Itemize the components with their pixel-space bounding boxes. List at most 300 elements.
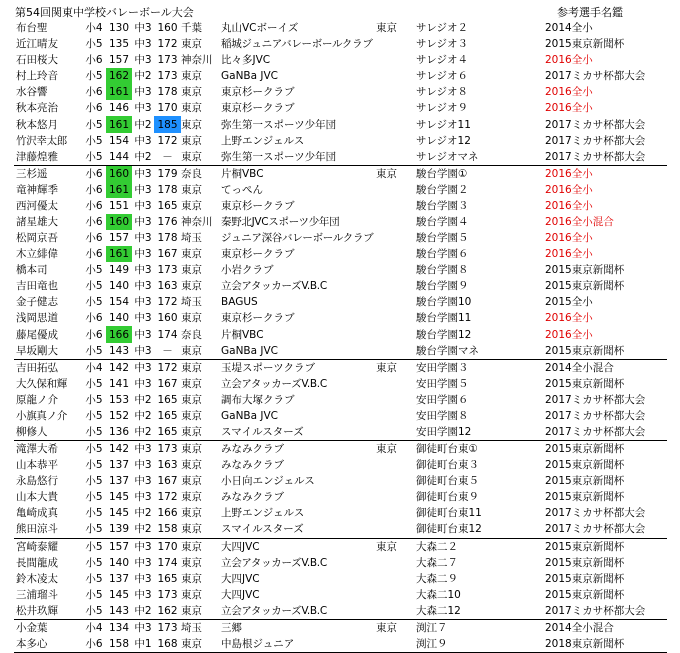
player-name: 藤尾優成 [16,328,58,341]
tournament-region [376,68,416,84]
table-row [14,246,667,262]
junior-high-grade: 中3 [134,572,152,585]
reference-tournament: 2016全小 [545,183,593,196]
junior-high-grade: 中3 [134,377,152,390]
height-junior-high: 160 [157,312,178,325]
junior-high-grade: 中3 [132,165,154,182]
tournament-region [376,52,416,68]
school-and-number: 御徒町台東11 [416,507,482,520]
junior-high-grade: 中3 [134,22,152,35]
table-row [14,441,667,458]
school-and-number: 大森二７ [416,556,458,569]
height-junior-high: 178 [157,183,178,196]
player-name: 諸星雄大 [16,215,58,228]
reference-tournament: 2015全小 [545,296,593,309]
tournament-region: 東京 [376,619,416,636]
school-and-number: 御徒町台東９ [416,491,479,504]
junior-high-grade: 中3 [134,344,152,357]
prefecture: 東京 [181,134,202,147]
tournament-region: 東京 [376,165,416,182]
elementary-grade: 小5 [85,604,103,617]
table-row [14,116,667,132]
table-row [14,278,667,294]
prefecture: 東京 [181,491,202,504]
player-name: 村上玲音 [16,70,58,83]
junior-high-grade: 中3 [134,232,152,245]
prefecture: 東京 [181,377,202,390]
elementary-grade: 小5 [85,393,103,406]
prefecture: 埼玉 [181,232,202,245]
junior-high-grade: 中3 [132,619,154,636]
height-junior-high: 165 [157,572,178,585]
junior-high-grade: 中3 [134,312,152,325]
player-name: 三杉遥 [14,165,82,182]
height-elementary: 161 [106,84,132,100]
prefecture: 東京 [181,572,202,585]
school-and-number: 駿台学園５ [416,232,469,245]
elementary-team: 東京杉ークラブ [221,102,295,115]
height-junior-high: 173 [154,619,181,636]
height-elementary: 141 [108,377,130,390]
school-and-number: サレジオ11 [416,118,471,131]
reference-tournament: 2014全小 [545,22,593,35]
elementary-grade: 小6 [85,86,103,99]
player-name: 永島悠行 [16,475,58,488]
table-row [14,20,667,36]
prefecture: 千葉 [181,22,202,35]
junior-high-grade: 中3 [134,328,152,341]
elementary-grade: 小5 [85,409,103,422]
tournament-region [376,343,416,360]
junior-high-grade: 中2 [134,604,152,617]
height-junior-high: 165 [157,199,178,212]
reference-tournament: 2015東京新聞杯 [545,441,667,458]
table-row [14,473,667,489]
height-junior-high: 170 [154,538,181,555]
height-junior-high: 165 [157,425,178,438]
player-name: 金子健志 [16,296,58,309]
elementary-grade: 小5 [85,556,103,569]
reference-tournament: 2017ミカサ杯都大会 [545,425,646,438]
elementary-team: みなみクラブ [221,491,284,504]
junior-high-grade: 中3 [134,199,152,212]
height-junior-high: 179 [154,165,181,182]
school-and-number: 御徒町台東① [416,441,545,458]
reference-tournament: 2016全小 [545,199,593,212]
player-name: 西河優太 [16,199,58,212]
prefecture: 東京 [181,538,221,555]
height-junior-high: － [162,150,173,163]
school-and-number: サレジオマネ [416,150,479,163]
school-and-number: 御徒町台東３ [416,459,479,472]
elementary-grade: 小5 [85,425,103,438]
reference-tournament: 2017ミカサ杯都大会 [545,523,646,536]
junior-high-grade: 中3 [134,491,152,504]
tournament-region: 東京 [376,359,416,376]
elementary-team: 片桐VBC [221,328,264,341]
elementary-team: GaNBa JVC [221,70,279,83]
prefecture: 神奈川 [181,215,213,228]
school-and-number: サレジオ３ [416,38,469,51]
elementary-grade: 小5 [85,507,103,520]
tournament-region [376,603,416,620]
elementary-grade: 小5 [85,491,103,504]
table-row [14,68,667,84]
player-name: 早坂剛大 [16,344,58,357]
player-name: 松井玖輝 [16,604,58,617]
height-elementary: 149 [108,264,130,277]
player-name: 山本恭平 [16,459,58,472]
height-junior-high: 162 [157,604,178,617]
height-elementary: 152 [108,409,130,422]
elementary-team: 東京杉ークラブ [221,248,295,261]
player-name: 石田桜大 [16,54,58,67]
school-and-number: 安田学園８ [416,409,469,422]
height-elementary: 166 [106,326,132,342]
elementary-grade: 小5 [85,150,103,163]
reference-header: 参考選手名鑑 [557,6,623,19]
table-row [14,230,667,246]
elementary-grade: 小6 [85,328,103,341]
prefecture: 東京 [181,409,202,422]
junior-high-grade: 中2 [134,118,152,131]
player-name: 秋本亮治 [16,102,58,115]
table-row [14,555,667,571]
player-name: 小金葉 [14,619,82,636]
reference-tournament: 2017ミカサ杯都大会 [545,134,646,147]
junior-high-grade: 中2 [134,507,152,520]
player-name: 三浦瑠斗 [16,588,58,601]
reference-tournament: 2015東京新聞杯 [545,38,625,51]
elementary-team: GaNBa JVC [221,409,279,422]
junior-high-grade: 中3 [134,280,152,293]
tournament-region: 東京 [376,441,416,458]
elementary-grade: 小5 [85,523,103,536]
junior-high-grade: 中3 [132,441,154,458]
prefecture: 東京 [181,38,202,51]
tournament-region [376,246,416,262]
player-name: 宮崎泰耀 [14,538,82,555]
height-junior-high: 173 [157,264,178,277]
height-elementary: 136 [108,425,130,438]
junior-high-grade: 中3 [134,86,152,99]
elementary-grade: 小5 [85,588,103,601]
junior-high-grade: 中3 [134,588,152,601]
elementary-grade: 小5 [85,475,103,488]
school-and-number: 駿台学園① [416,165,545,182]
player-name: 浅岡思道 [16,312,58,325]
height-elementary: 140 [108,556,130,569]
prefecture: 東京 [181,70,202,83]
school-and-number: 御徒町台東12 [416,523,482,536]
tournament-region [376,408,416,424]
height-elementary: 146 [108,102,130,115]
elementary-grade: 小4 [82,359,106,376]
height-junior-high: 172 [157,491,178,504]
school-and-number: 渕江７ [416,619,545,636]
junior-high-grade: 中2 [134,523,152,536]
height-junior-high: 166 [157,507,178,520]
prefecture: 神奈川 [181,54,213,67]
elementary-team: 立会アタッカーズV.B.C [221,280,327,293]
tournament-region [376,457,416,473]
table-row [14,359,667,376]
table-row [14,294,667,310]
elementary-team: 立会アタッカーズV.B.C [221,604,327,617]
height-junior-high: 158 [157,523,178,536]
tournament-region [376,182,416,198]
player-name: 木立緋偉 [16,248,58,261]
junior-high-grade: 中2 [134,150,152,163]
elementary-team: 中島根ジュニア [221,636,376,653]
player-table-body [14,20,667,653]
school-and-number: 安田学園３ [416,359,545,376]
height-elementary: 157 [108,54,130,67]
reference-tournament: 2014全小混合 [545,359,667,376]
school-and-number: 駿台学園10 [416,296,472,309]
school-and-number: 大森二10 [416,588,461,601]
height-elementary: 151 [108,199,130,212]
elementary-grade: 小5 [85,280,103,293]
height-elementary: 140 [108,280,130,293]
player-name: 吉田拓弘 [14,359,82,376]
prefecture: 東京 [181,604,202,617]
elementary-grade: 小6 [82,636,106,653]
player-name: 竜神輝季 [16,183,58,196]
height-junior-high: 172 [157,134,178,147]
table-row [14,198,667,214]
table-row [14,100,667,116]
elementary-grade: 小6 [85,312,103,325]
tournament-region [376,133,416,149]
height-junior-high: 173 [157,70,178,83]
elementary-grade: 小5 [85,344,103,357]
reference-tournament: 2015東京新聞杯 [545,264,625,277]
elementary-team: 東京杉ークラブ [221,86,295,99]
elementary-team: 丸山VCボーイズ [221,22,299,35]
elementary-grade: 小4 [85,22,103,35]
elementary-grade: 小6 [85,54,103,67]
prefecture: 東京 [181,636,221,653]
junior-high-grade: 中3 [134,134,152,147]
prefecture: 東京 [181,459,202,472]
prefecture: 東京 [181,475,202,488]
prefecture: 東京 [181,312,202,325]
elementary-team: 調布大塚クラブ [221,393,295,406]
school-and-number: 駿台学園２ [416,183,469,196]
player-name: 津藤煌雅 [16,150,58,163]
tournament-region [376,424,416,441]
tournament-region [376,636,416,653]
height-elementary: 134 [106,619,132,636]
height-elementary: 157 [106,538,132,555]
junior-high-grade: 中3 [134,102,152,115]
height-elementary: 144 [108,150,130,163]
height-junior-high: 178 [157,86,178,99]
height-junior-high: 172 [157,38,178,51]
player-name: 滝澤大希 [14,441,82,458]
table-row [14,182,667,198]
school-and-number: サレジオ２ [416,22,469,35]
reference-tournament: 2017ミカサ杯都大会 [545,393,646,406]
reference-tournament: 2016全小 [545,165,667,182]
elementary-grade: 小5 [85,134,103,147]
player-name: 柳修人 [16,425,48,438]
school-and-number: 御徒町台東５ [416,475,479,488]
table-row [14,262,667,278]
elementary-team: 上野エンジェルス [221,507,305,520]
elementary-grade: 小5 [85,377,103,390]
elementary-team: 弥生第一スポーツ少年団 [221,118,337,131]
height-junior-high: 173 [154,441,181,458]
table-row [14,165,667,182]
reference-tournament: 2016全小 [545,54,593,67]
junior-high-grade: 中3 [134,459,152,472]
prefecture: 東京 [181,248,202,261]
junior-high-grade: 中3 [134,556,152,569]
tournament-region [376,571,416,587]
reference-tournament: 2015東京新聞杯 [545,538,667,555]
school-and-number: 大森二２ [416,538,545,555]
reference-tournament: 2016全小 [545,102,593,115]
elementary-team: ジュニア深谷バレーボールクラブ [221,232,374,245]
junior-high-grade: 中3 [134,264,152,277]
elementary-grade: 小5 [85,459,103,472]
table-row [14,489,667,505]
reference-tournament: 2016全小 [545,232,593,245]
reference-tournament: 2016全小 [545,248,593,261]
player-name: 小旗真ノ介 [16,409,67,422]
elementary-team: みなみクラブ [221,459,284,472]
height-elementary: 161 [106,182,132,198]
elementary-team: 比々多JVC [221,54,271,67]
elementary-grade: 小6 [85,102,103,115]
height-junior-high: 173 [157,588,178,601]
elementary-grade: 小6 [85,232,103,245]
elementary-team: BAGUS [221,296,258,309]
height-elementary: 137 [108,475,130,488]
height-junior-high: 172 [154,359,181,376]
elementary-team: 上野エンジェルス [221,134,305,147]
elementary-team: てっぺん [221,183,263,196]
prefecture: 東京 [181,359,221,376]
prefecture: 東京 [181,86,202,99]
height-junior-high: 165 [157,393,178,406]
reference-tournament: 2017ミカサ杯都大会 [545,604,646,617]
junior-high-grade: 中3 [132,538,154,555]
school-and-number: 駿台学園マネ [416,344,479,357]
school-and-number: 駿台学園３ [416,199,469,212]
prefecture: 東京 [181,199,202,212]
tournament-region [376,310,416,326]
table-row [14,149,667,166]
reference-tournament: 2016全小 [545,312,593,325]
elementary-grade: 小6 [85,248,103,261]
elementary-grade: 小6 [82,165,106,182]
junior-high-grade: 中3 [134,54,152,67]
elementary-grade: 小6 [85,215,103,228]
tournament-region [376,392,416,408]
player-name: 亀崎成真 [16,507,58,520]
elementary-team: 立会アタッカーズV.B.C [221,556,327,569]
elementary-team: みなみクラブ [221,441,376,458]
height-junior-high: 185 [154,116,181,132]
height-junior-high: 174 [157,556,178,569]
table-row [14,521,667,538]
reference-tournament: 2016全小 [545,86,593,99]
reference-tournament: 2015東京新聞杯 [545,491,625,504]
height-elementary: 137 [108,572,130,585]
elementary-team: GaNBa JVC [221,344,279,357]
table-row [14,310,667,326]
school-and-number: 駿台学園12 [416,328,472,341]
reference-tournament: 2017ミカサ杯都大会 [545,409,646,422]
player-name: 近江晴友 [16,38,58,51]
table-row [14,424,667,441]
player-name: 水谷響 [16,86,48,99]
height-elementary: 139 [108,523,130,536]
prefecture: 奈良 [181,328,202,341]
table-row [14,214,667,230]
table-row [14,457,667,473]
junior-high-grade: 中3 [134,215,152,228]
height-elementary: 137 [108,459,130,472]
page-title: 第54回関東中学校バレーボール大会 [15,6,194,19]
tournament-region [376,326,416,342]
height-junior-high: 168 [154,636,181,653]
tournament-region [376,376,416,392]
elementary-team: 大四JVC [221,588,260,601]
tournament-region: 東京 [376,538,416,555]
prefecture: 東京 [181,102,202,115]
school-and-number: サレジオ９ [416,102,469,115]
elementary-grade: 小5 [85,572,103,585]
height-elementary: 153 [108,393,130,406]
tournament-region [376,489,416,505]
height-junior-high: 163 [157,280,178,293]
height-junior-high: 173 [157,54,178,67]
height-junior-high: 160 [157,22,178,35]
reference-tournament: 2014全小混合 [545,619,667,636]
elementary-team: 東京杉ークラブ [221,199,295,212]
height-elementary: 161 [106,116,132,132]
school-and-number: 安田学園12 [416,425,472,438]
junior-high-grade: 中3 [134,475,152,488]
elementary-grade: 小5 [85,118,103,131]
school-and-number: 駿台学園４ [416,215,469,228]
tournament-region [376,149,416,166]
elementary-team: 大四JVC [221,572,260,585]
school-and-number: 渕江９ [416,636,545,653]
player-name: 布台聖 [16,22,48,35]
prefecture: 東京 [181,150,202,163]
player-name: 原龍ノ介 [16,393,58,406]
prefecture: 東京 [181,344,202,357]
table-row [14,408,667,424]
prefecture: 東京 [181,441,221,458]
table-row [14,619,667,636]
reference-tournament: 2018東京新聞杯 [545,636,667,653]
elementary-team: 三郷 [221,619,376,636]
height-junior-high: 170 [157,102,178,115]
height-elementary: 145 [108,491,130,504]
junior-high-grade: 中3 [132,359,154,376]
tournament-region [376,278,416,294]
height-junior-high: 163 [157,459,178,472]
height-elementary: 140 [108,312,130,325]
prefecture: 東京 [181,183,202,196]
tournament-region [376,100,416,116]
